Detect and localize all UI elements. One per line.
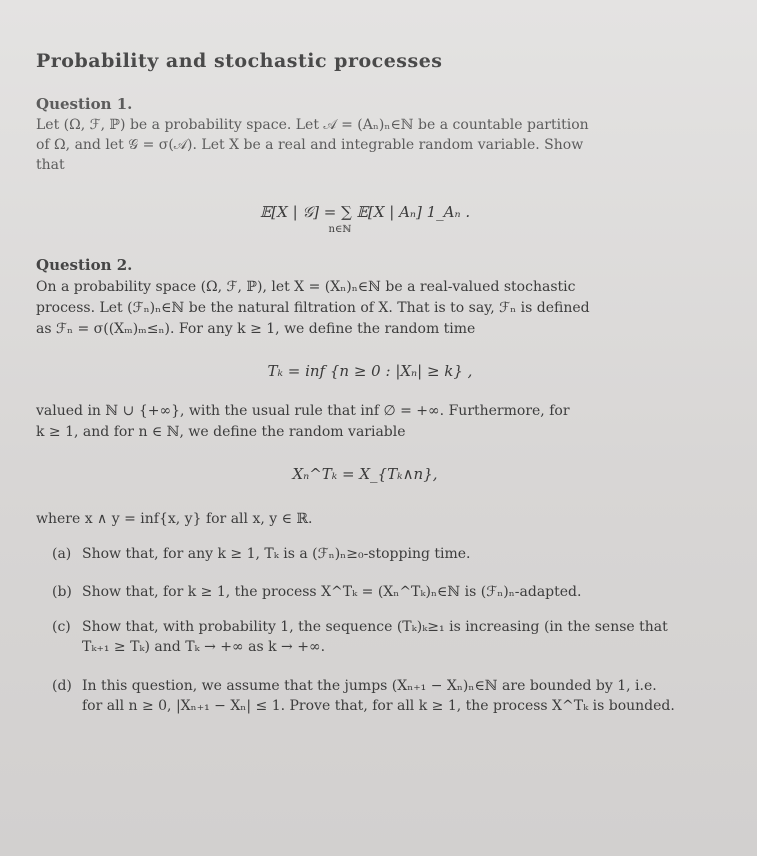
- question-2-line-5: k ≥ 1, and for n ∈ ℕ, we define the random variable: [36, 424, 406, 440]
- question-2-item-b: [52, 582, 682, 602]
- item-text: Show that, for any k ≥ 1, Tₖ is a (ℱₙ)ₙ≥₀-stopping time.: [82, 546, 471, 562]
- item-label: (a): [52, 546, 72, 562]
- item-text: Show that, for k ≥ 1, the process X^Tₖ = (Xₙ^Tₖ)ₙ∈ℕ is (ℱₙ)ₙ-adapted.: [82, 584, 582, 600]
- item-text: In this question, we assume that the jumps (Xₙ₊₁ − Xₙ)ₙ∈ℕ are bounded by 1, i.e. for all n ≥ 0, |Xₙ₊₁ − Xₙ| ≤ 1. Prove that, for all k ≥ 1, the process X^Tₖ is bounded.: [82, 678, 675, 714]
- question-2-item-a: [52, 544, 682, 564]
- question-1-line-3: that: [36, 157, 65, 173]
- item-text: Show that, with probability 1, the sequence (Tₖ)ₖ≥₁ is increasing (in the sense that Tₖ₊₁ ≥ Tₖ) and Tₖ → +∞ as k → +∞.: [82, 619, 668, 655]
- question-2-item-d: [52, 676, 682, 716]
- question-2-line-4: valued in ℕ ∪ {+∞}, with the usual rule that inf ∅ = +∞. Furthermore, for: [36, 403, 570, 419]
- question-2-line-3: as ℱₙ = σ((Xₘ)ₘ≤ₙ). For any k ≥ 1, we define the random time: [36, 321, 476, 337]
- question-1-heading: Question 1.: [36, 95, 133, 113]
- question-1-line-1: Let (Ω, ℱ, ℙ) be a probability space. Let 𝒜 = (Aₙ)ₙ∈ℕ be a countable partition: [36, 117, 589, 133]
- item-label: (c): [52, 619, 71, 635]
- question-2-item-c: [52, 617, 682, 657]
- question-1-line-2: of Ω, and let 𝒢 = σ(𝒜). Let X be a real and integrable random variable. Show: [36, 137, 584, 153]
- question-1-formula: 𝔼[X | 𝒢] = ∑ 𝔼[X | Aₙ] 1_Aₙ .: [259, 203, 471, 221]
- item-label: (d): [52, 678, 72, 694]
- stopping-time-formula: Tₖ = inf {n ≥ 0 : |Xₙ| ≥ k} ,: [267, 362, 473, 380]
- question-2-line-2: process. Let (ℱₙ)ₙ∈ℕ be the natural filtration of X. That is to say, ℱₙ is defined: [36, 300, 590, 316]
- stopped-process-formula: Xₙ^Tₖ = X_{Tₖ∧n},: [292, 465, 438, 483]
- question-1-formula-subscript: n∈ℕ: [328, 224, 352, 235]
- question-2-line-1: On a probability space (Ω, ℱ, ℙ), let X = (Xₙ)ₙ∈ℕ be a real-valued stochastic: [36, 279, 576, 295]
- document-title: Probability and stochastic processes: [36, 50, 443, 72]
- item-label: (b): [52, 584, 72, 600]
- question-2-heading: Question 2.: [36, 256, 133, 274]
- question-2-line-6: where x ∧ y = inf{x, y} for all x, y ∈ ℝ.: [36, 511, 313, 527]
